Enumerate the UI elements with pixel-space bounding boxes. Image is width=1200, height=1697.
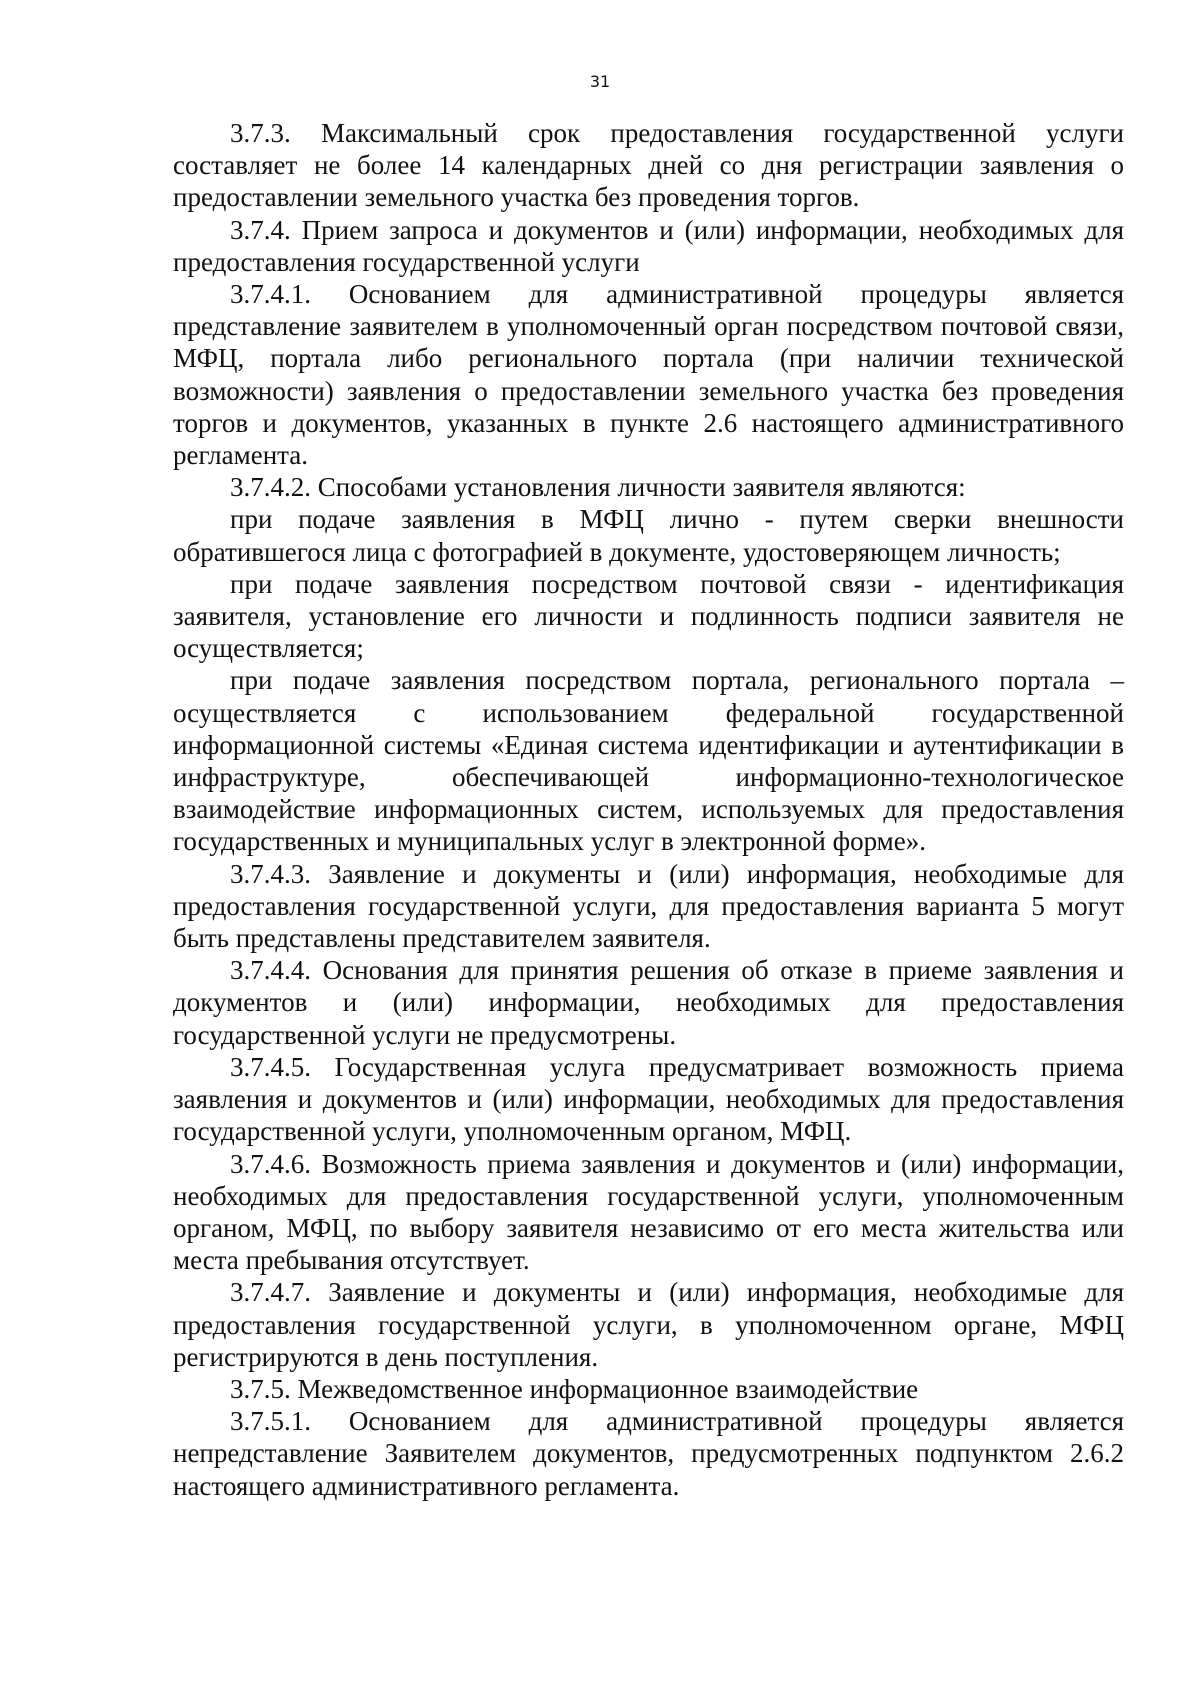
paragraph-3-7-4-6: 3.7.4.6. Возможность приема заявления и документов и (или) информации, необходимых для предоставления государственной услуги, уполномоченным органом, МФЦ, по выбору заявителя независимо от его места жительства или места пребывания отсутствует. [173,1148,1124,1276]
paragraph-3-7-4-4: 3.7.4.4. Основания для принятия решения об отказе в приеме заявления и документов и (или) информации, необходимых для предоставления государственной услуги не предусмотрены. [173,955,1124,1050]
paragraph-3-7-5: 3.7.5. Межведомственное информационное взаимодействие [230,1373,919,1404]
paragraph-mfc-identification: при подаче заявления в МФЦ лично - путем сверки внешности обратившегося лица с фотографией в документе, удостоверяющем личность; [173,504,1124,567]
paragraph-3-7-5-1: 3.7.5.1. Основанием для административной процедуры является непредставление Заявителем документов, предусмотренных подпунктом 2.6.2 настоящего административного регламента. [173,1406,1124,1501]
paragraph-3-7-3: 3.7.3. Максимальный срок предоставления государственной услуги составляет не более 14 календарных дней со дня регистрации заявления о предоставлении земельного участка без проведения торгов. [173,118,1124,213]
paragraph-3-7-4-7: 3.7.4.7. Заявление и документы и (или) информация, необходимые для предоставления государственной услуги, в уполномоченном органе, МФЦ регистрируются в день поступления. [173,1277,1124,1372]
paragraph-3-7-4: 3.7.4. Прием запроса и документов и (или) информации, необходимых для предоставления государственной услуги [173,214,1124,277]
paragraph-3-7-4-1: 3.7.4.1. Основанием для административной процедуры является представление заявителем в уполномоченный орган посредством почтовой связи, МФЦ, портала либо регионального портала (при наличии технической возможности) заявления о предоставлении земельного участка без проведения торгов и документов, указанных в пункте 2.6 настоящего административного регламента. [173,279,1124,471]
document-body [173,117,1124,1502]
paragraph-3-7-4-3: 3.7.4.3. Заявление и документы и (или) информация, необходимые для предоставления государственной услуги, для предоставления варианта 5 могут быть представлены представителем заявителя. [173,858,1124,954]
paragraph-portal-identification: при подаче заявления посредством портала, регионального портала – осуществляется с использованием федеральной государственной информационной системы «Единая система идентификации и аутентификации в инфраструктуре, обеспечивающей информационно-технологическое взаимодействие информационных систем, используемых для предоставления государственных и муниципальных услуг в электронной форме». [173,665,1124,857]
paragraph-3-7-4-2: 3.7.4.2. Способами установления личности заявителя являются: [230,472,966,503]
paragraph-postal-identification: при подаче заявления посредством почтовой связи - идентификация заявителя, установление его личности и подлинность подписи заявителя не осуществляется; [173,568,1124,664]
paragraph-3-7-4-5: 3.7.4.5. Государственная услуга предусматривает возможность приема заявления и документов и (или) информации, необходимых для предоставления государственной услуги, уполномоченным органом, МФЦ. [173,1051,1124,1147]
page-number: 31 [589,72,611,91]
